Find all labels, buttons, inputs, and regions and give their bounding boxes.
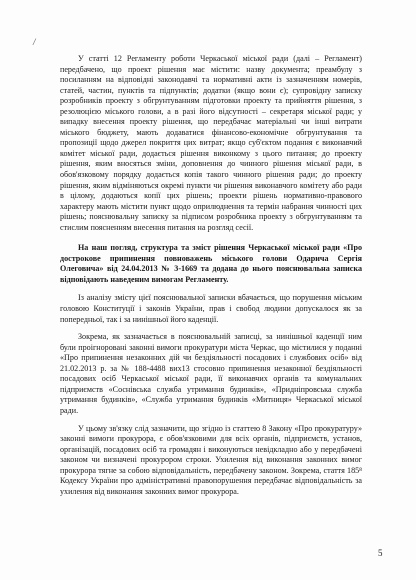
paragraph-analysis: Із аналізу змісту цієї пояснювальної записки вбачається, що порушення міським головою Конституції і законів України, прав і свобод людини допускалося як за попередньої, так і за нинішньої його каденції. — [60, 293, 362, 324]
paragraph-prosecutor-law: У цьому зв'язку слід зазначити, що згідно із статтею 8 Закону «Про прокуратуру» законні вимоги прокурора, є обов'язковими для всіх органів, підприємств, установ, організацій, посадових осіб та громадян і виконуються невідкладно або у передбачені законом чи визначені прокурором строки. Ухилення від виконання законних вимог прокурора тягне за собою відповідальність, передбачену законом. Зокрема, стаття 185⁸ Кодексу України про адміністративні правопорушення передбачає відповідальність за ухилення від виконання законних вимог прокурора. — [60, 423, 362, 496]
paragraph-prosecutor-submission: Зокрема, як зазначається в пояснювальній записці, за нинішньої каденції ним були проігноровані законні вимоги прокуратури міста Черкас, що містилися у поданні «Про припинення незаконних дій чи бездіяльності посадових і службових осіб» від 21.02.2013 р. за № 188-4488 вих13 стосовно припинення незаконної бездіяльності посадових осіб Черкаської міської ради, її виконавчих органів та комунальних підприємств «Соснівська служба утримання будинків», «Придніпровська служба утримання будинків», «Служба утримання будинків «Митниця» Черкаської міської ради. — [60, 332, 362, 415]
document-body — [60, 54, 362, 504]
margin-mark: / — [33, 37, 36, 47]
paragraph-conclusion-bold: На наш погляд, структура та зміст рішення Черкаської міської ради «Про дострокове припинення повноважень міського голови Одарича Сергія Олеговича» від 24.04.2013 № 3-1669 та додана до нього пояснювальна записка відповідають наведеним вимогам Регламенту. — [60, 243, 362, 284]
page-number: 5 — [378, 548, 383, 558]
paragraph-regulation-requirements: У статті 12 Регламенту роботи Черкаської міської ради (далі – Регламент) передбачено, що проект рішення має містити: назву документа; преамбулу з посиланням на відповідні законодавчі та нормативні акти із зазначенням номерів, статей, частин, пунктів та підпунктів; додатки (якщо вони є); супровідну записку розробників проекту з обгрунтуванням підготовки проекту та прийняття рішення, з резолюцією міського голови, а в разі його відсутності – секретаря міської ради; у випадку внесення проекту рішення, що передбачає матеріальні чи інші витрати міського бюджету, мають додаватися фінансово-економічне обгрунтування та пропозиції щодо джерел покриття цих витрат; якщо суб'єктом подання є виконавчий комітет міської ради, додається рішення виконкому з цього питання; до проекту рішення, яким вносяться зміни, доповнення до чинного рішення міської ради, в обов'язковому порядку додається копія такого чинного рішення ради; до проекту рішення, яким відміняються окремі пункти чи рішення виконавчого комітету або ради в цілому, додаються копії цих рішень; проекти рішень нормативно-правового характеру мають містити пункт щодо оприлюднення та термін набрання чинності цих рішень; пояснювальну записку за підписом розробника проекту з обгрунтуванням та стислим поясненням внесення питання на розгляд сесії. — [60, 54, 362, 232]
